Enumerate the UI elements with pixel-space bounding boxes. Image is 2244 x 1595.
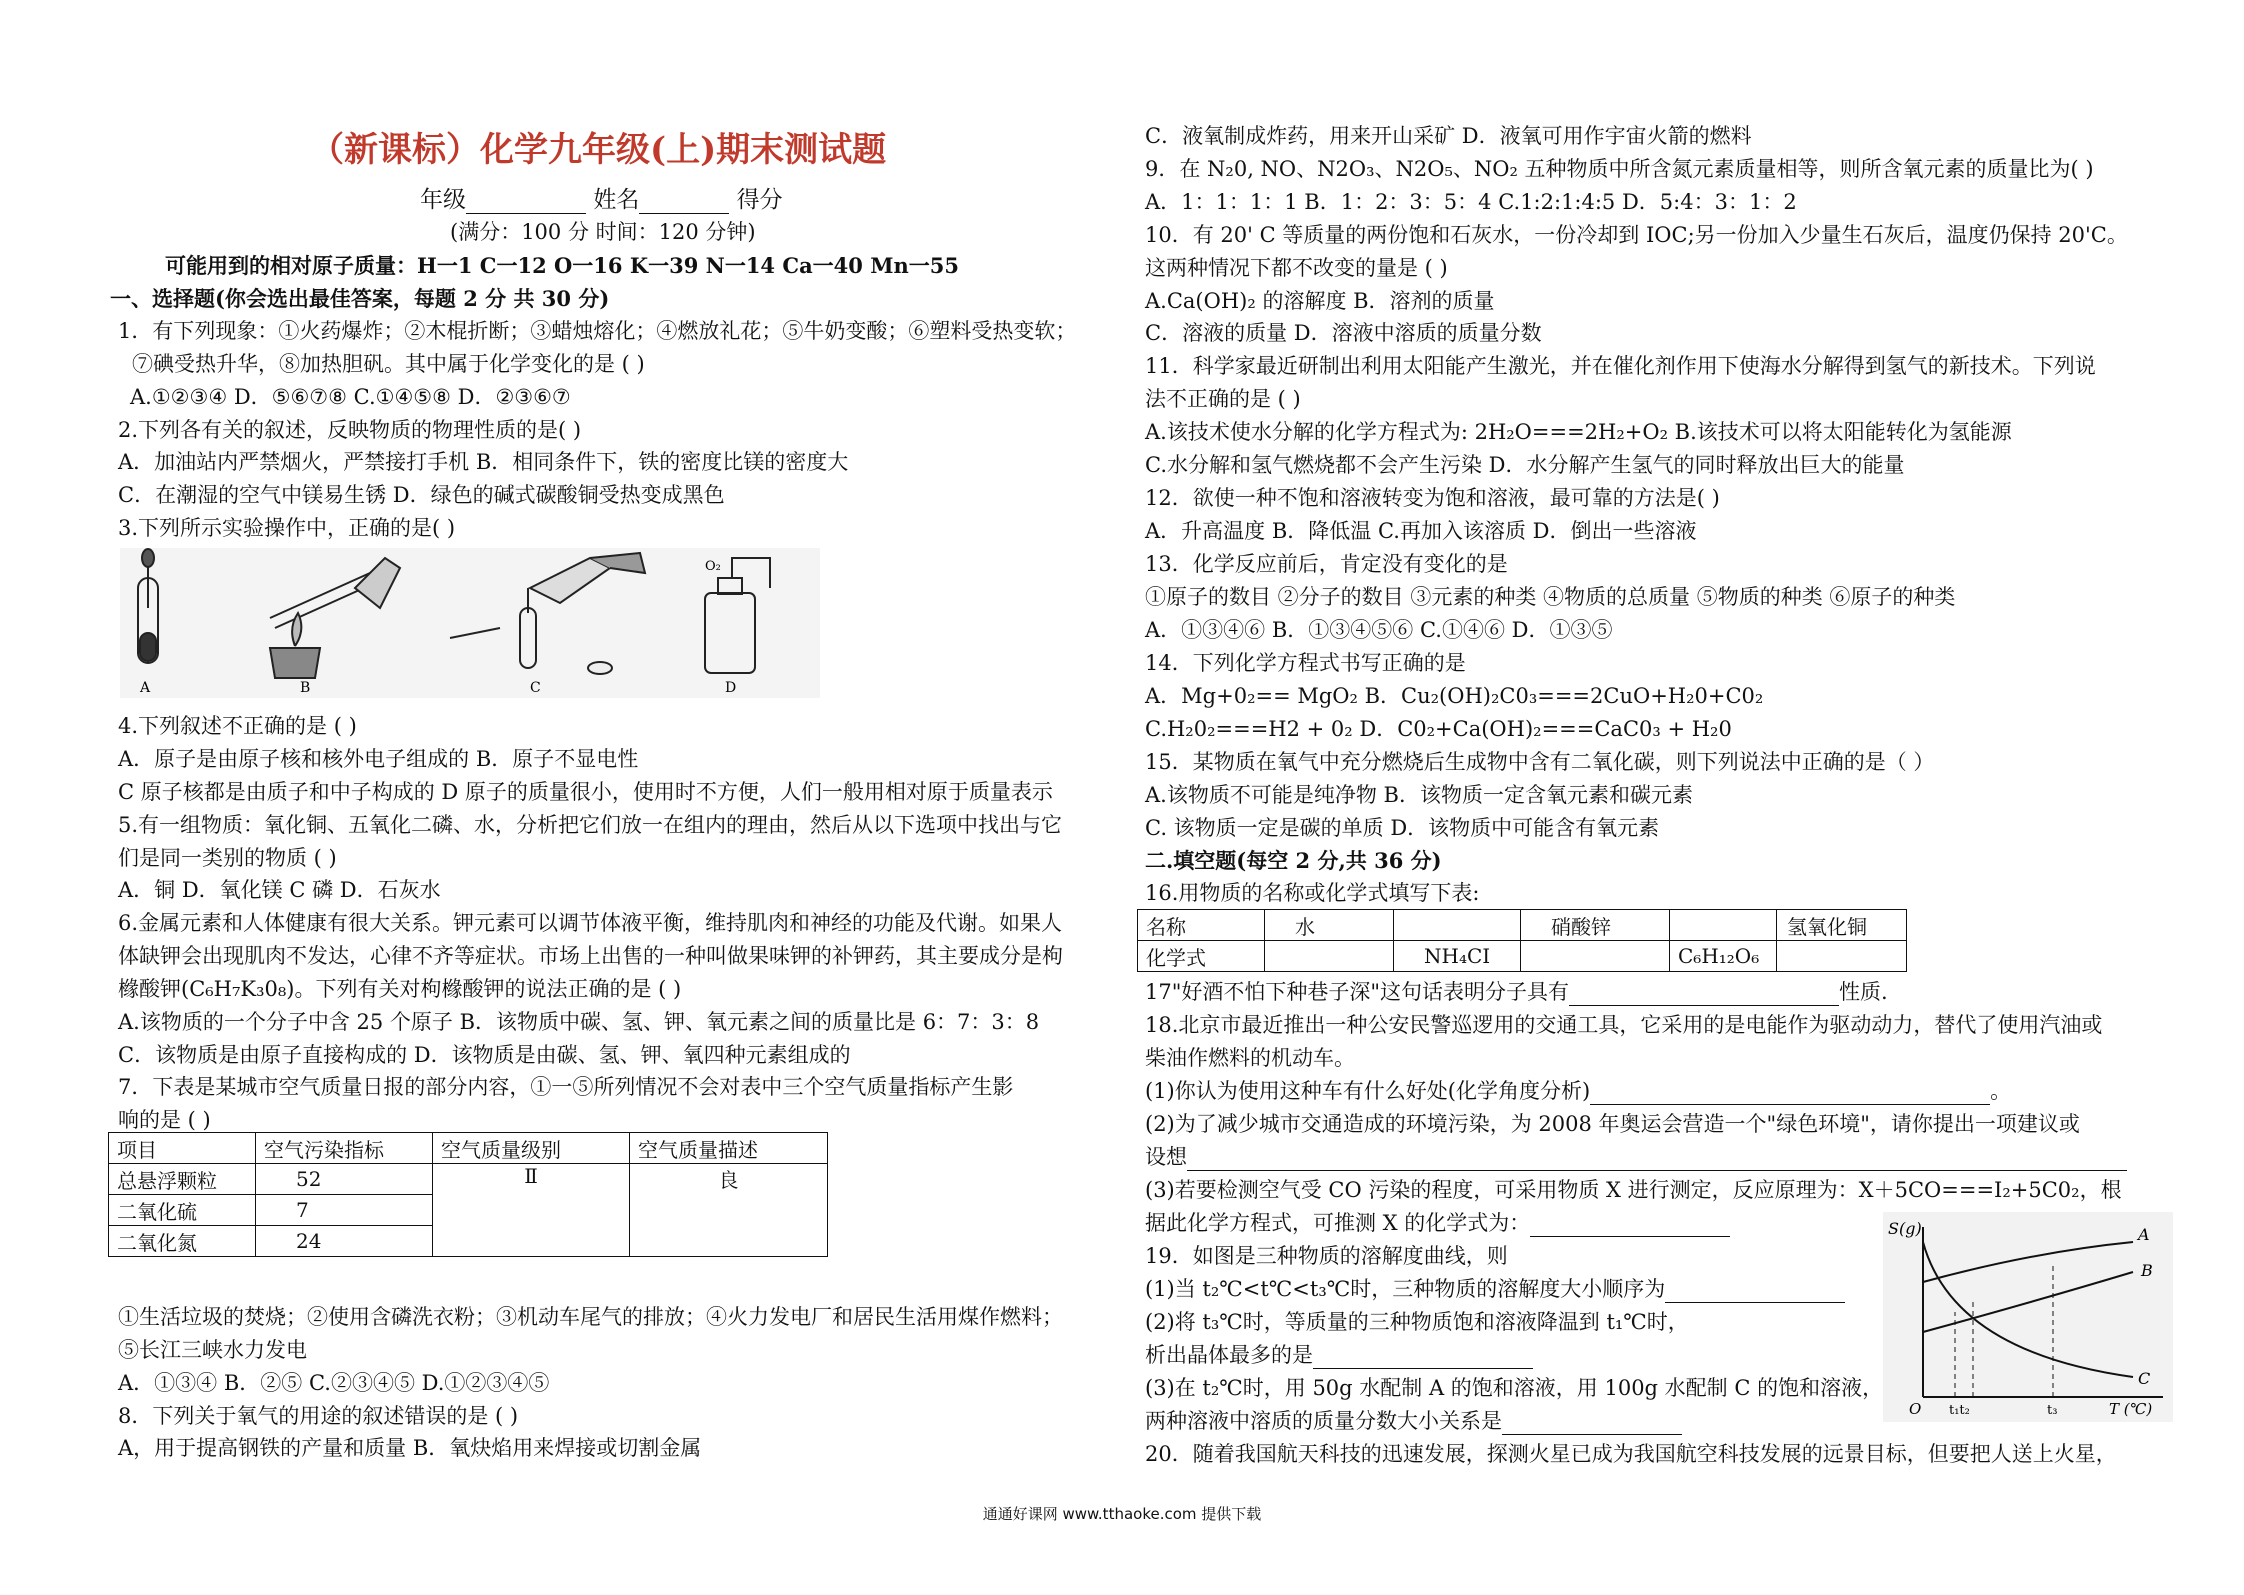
q6-line-a: 6.金属元素和人体健康有很大关系。钾元素可以调节体液平衡，维持肌肉和神经的功能及代谢。如果人 [118, 911, 1063, 935]
q19-part3-blank[interactable] [1502, 1412, 1682, 1435]
table-header-row [109, 1133, 828, 1164]
q13-options: A．①③④⑥ B．①③④⑤⑥ C.①④⑥ D．①③⑤ [1145, 618, 1613, 642]
q18-part2-blank[interactable] [1187, 1148, 2127, 1171]
q18-part2-label: 设想 [1145, 1145, 1187, 1169]
table-cell-blank[interactable] [1670, 910, 1777, 941]
table-cell: 化学式 [1138, 941, 1265, 972]
q19-part2-line [1145, 1341, 1533, 1369]
table-cell-blank[interactable] [1777, 941, 1907, 972]
q19-part1 [1145, 1275, 1845, 1303]
q6-options-cd: C．该物质是由原子直接构成的 D．该物质是由碳、氢、钾、氧四种元素组成的 [118, 1043, 851, 1067]
table-row [1138, 941, 1907, 972]
q5-line-b: 们是同一类别的物质 ( ) [118, 846, 337, 870]
exam-meta: (满分：100 分 时间：120 分钟) [450, 220, 756, 244]
q3-label-o2: O₂ [705, 559, 721, 574]
table-header-cell: 项目 [109, 1133, 256, 1164]
table-cell: 名称 [1138, 910, 1265, 941]
q11-options-cd: C.水分解和氢气燃烧都不会产生污染 D．水分解产生氢气的同时释放出巨大的能量 [1145, 453, 1905, 477]
table-row [1138, 910, 1907, 941]
q18-part3: (3)若要检测空气受 CO 污染的程度，可采用物质 X 进行测定，反应原理为：X＋5CO===I₂+5C0₂，根 [1145, 1178, 2122, 1202]
q20-stem: 20．随着我国航天科技的迅速发展，探测火星已成为我国航空科技发展的远景目标，但要把人送上火星， [1145, 1442, 2117, 1466]
q15-options-cd: C. 该物质一定是碳的单质 D．该物质中可能含有氧元素 [1145, 816, 1660, 840]
student-info-row [420, 186, 783, 214]
q18-part2-line [1145, 1143, 2127, 1171]
graph-origin: O [1909, 1400, 1922, 1418]
table-cell-blank[interactable] [1521, 941, 1670, 972]
q4-options-cd: C 原子核都是由质子和中子构成的 D 原子的质量很小，使用时不方便，人们一般用相对原于质量表示 [118, 780, 1053, 804]
q3-label-c: C [530, 680, 541, 696]
table-cell: 氢氧化铜 [1777, 910, 1907, 941]
q7-option-list-b: ⑤长江三峡水力发电 [118, 1338, 307, 1362]
q19-part1-text: (1)当 t₂℃<t℃<t₃℃时，三种物质的溶解度大小顺序为 [1145, 1277, 1666, 1301]
table-cell: 24 [256, 1226, 433, 1257]
q16-stem: 16.用物质的名称或化学式填写下表: [1145, 881, 1480, 905]
page-footer: 通通好课网 www.tthaoke.com 提供下载 [982, 1505, 1262, 1523]
q12-options: A．升高温度 B．降低温 C.再加入该溶质 D．倒出一些溶液 [1145, 519, 1697, 543]
q17-blank[interactable] [1569, 983, 1839, 1006]
q2-stem: 2.下列各有关的叙述，反映物质的物理性质的是( ) [118, 418, 582, 442]
table-header-cell: 空气污染指标 [256, 1133, 433, 1164]
q15-stem: 15．某物质在氧气中充分燃烧后生成物中含有二氧化碳，则下列说法中正确的是（ ） [1145, 750, 1935, 774]
q11-line-b: 法不正确的是 ( ) [1145, 387, 1301, 411]
q9-options: A．1：1：1：1 B．1：2：3：5：4 C.1:2:1:4:5 D．5:4：3：1：2 [1145, 190, 1797, 214]
q1-options: A.①②③④ D．⑤⑥⑦⑧ C.①④⑤⑧ D．②③⑥⑦ [130, 385, 571, 409]
q18-part3-line [1145, 1209, 1730, 1237]
table-cell-desc: 良 [630, 1164, 828, 1257]
q17-end: 性质. [1839, 980, 1888, 1004]
q10-line-b: 这两种情况下都不改变的量是 ( ) [1145, 256, 1448, 280]
q5-line-a: 5.有一组物质：氧化铜、五氧化二磷、水，分析把它们放一在组内的理由，然后从以下选项中找出与它 [118, 813, 1063, 837]
grade-blank[interactable] [466, 191, 586, 214]
q1-line-a: 1．有下列现象：①火药爆炸；②木棍折断；③蜡烛熔化；④燃放礼花；⑤牛奶变酸；⑥塑料受热变软； [118, 319, 1077, 343]
q18-part3-text: 据此化学方程式，可推测 X 的化学式为： [1145, 1211, 1531, 1235]
name-blank[interactable] [639, 191, 729, 214]
table-cell-blank[interactable] [1265, 941, 1394, 972]
q1-line-b: ⑦碘受热升华，⑧加热胆矾。其中属于化学变化的是 ( ) [132, 352, 645, 376]
q18-line-a: 18.北京市最近推出一种公安民警巡逻用的交通工具，它采用的是电能作为驱动动力，替代了使用汽油或 [1145, 1013, 2103, 1037]
table-cell: C₆H₁₂O₆ [1670, 941, 1777, 972]
q18-part3-blank[interactable] [1530, 1214, 1730, 1237]
atomic-masses: 可能用到的相对原子质量：H一1 C一12 O一16 K一39 N一14 Ca一40 Mn一55 [165, 253, 959, 278]
q2-options-ab: A．加油站内严禁烟火，严禁接打手机 B．相同条件下，铁的密度比镁的密度大 [118, 450, 849, 474]
q11-options-ab: A.该技术使水分解的化学方程式为: 2H₂O===2H₂+O₂ B.该技术可以将太阳能转化为氢能源 [1145, 420, 2012, 444]
graph-t1t2: t₁t₂ [1949, 1403, 1970, 1418]
q19-part2-text: 析出晶体最多的是 [1145, 1343, 1313, 1367]
table-cell: 52 [256, 1164, 433, 1195]
q17-text: 17"好酒不怕下种巷子深"这句话表明分子具有 [1145, 980, 1570, 1004]
q3-stem: 3.下列所示实验操作中，正确的是( ) [118, 516, 456, 540]
q19-stem: 19．如图是三种物质的溶解度曲线，则 [1145, 1244, 1508, 1268]
name-label: 姓名 [593, 187, 640, 213]
q16-fill-table [1137, 909, 1907, 972]
graph-label-a: A [2138, 1225, 2150, 1244]
q8-options-cd: C．液氧制成炸药，用来开山采矿 D．液氧可用作宇宙火箭的燃料 [1145, 124, 1752, 148]
score-label: 得分 [736, 187, 783, 213]
q19-part3: (3)在 t₂℃时，用 50g 水配制 A 的饱和溶液，用 100g 水配制 C 的饱和溶液， [1145, 1376, 1884, 1400]
q7-line-b: 响的是 ( ) [118, 1108, 211, 1132]
q6-line-c: 橼酸钾(C₆H₇K₃0₈)。下列有关对枸橼酸钾的说法正确的是 ( ) [118, 977, 682, 1001]
q7-option-list-a: ①生活垃圾的焚烧；②使用含磷洗衣粉；③机动车尾气的排放；④火力发电厂和居民生活用煤作燃料； [118, 1305, 1063, 1329]
table-header-cell: 空气质量级别 [433, 1133, 630, 1164]
graph-label-b: B [2141, 1261, 2153, 1280]
q18-part1-text: (1)你认为使用这种车有什么好处(化学角度分析) [1145, 1079, 1591, 1103]
table-cell: NH₄CI [1394, 941, 1521, 972]
table-header-cell: 空气质量描述 [630, 1133, 828, 1164]
graph-t3: t₃ [2047, 1403, 2058, 1418]
q9-stem: 9．在 N₂0, NO、N2O₃、N2O₅、NO₂ 五种物质中所含氮元素质量相等，则所含氧元素的质量比为( ) [1145, 157, 2094, 181]
table-cell: 7 [256, 1195, 433, 1226]
q10-options-ab: A.Ca(OH)₂ 的溶解度 B．溶剂的质量 [1145, 289, 1495, 313]
q19-part3-text: 两种溶液中溶质的质量分数大小关系是 [1145, 1409, 1502, 1433]
graph-label-c: C [2138, 1369, 2151, 1388]
table-cell-level: Ⅱ [433, 1164, 630, 1257]
grade-label: 年级 [420, 187, 466, 213]
q8-options-ab: A，用于提高钢铁的产量和质量 B．氧炔焰用来焊接或切割金属 [118, 1436, 702, 1460]
q11-line-a: 11．科学家最近研制出利用太阳能产生激光，并在催化剂作用下使海水分解得到氢气的新技术。下列说 [1145, 354, 2096, 378]
q3-label-b: B [300, 680, 311, 696]
graph-x-label: T (℃) [2109, 1400, 2153, 1418]
graph-y-label: S(g) [1888, 1219, 1922, 1238]
q6-line-b: 体缺钾会出现肌肉不发达，心律不齐等症状。市场上出售的一种叫做果味钾的补钾药，其主要成分是枸 [118, 944, 1063, 968]
table-cell: 总悬浮颗粒 [109, 1164, 256, 1195]
table-row [109, 1164, 828, 1195]
q7-air-quality-table [108, 1132, 828, 1257]
q6-options-ab: A.该物质的一个分子中含 25 个原子 B．该物质中碳、氢、钾、氧元素之间的质量比是 6：7：3：8 [118, 1010, 1040, 1034]
q12-stem: 12．欲使一种不饱和溶液转变为饱和溶液，最可靠的方法是( ) [1145, 486, 1720, 510]
q17-line [1145, 978, 1888, 1006]
q19-solubility-graph [1883, 1212, 2173, 1422]
q7-line-a: 7．下表是某城市空气质量日报的部分内容，①一⑤所列情况不会对表中三个空气质量指标产生影 [118, 1075, 1014, 1099]
q15-options-ab: A.该物质不可能是纯净物 B．该物质一定含氧元素和碳元素 [1145, 783, 1693, 807]
q7-options: A．①③④ B．②⑤ C.②③④⑤ D.①②③④⑤ [118, 1371, 550, 1395]
q19-part3-line [1145, 1407, 1682, 1435]
q13-stem: 13．化学反应前后，肯定没有变化的是 [1145, 552, 1508, 576]
q3-label-d: D [725, 680, 737, 696]
q19-part2: (2)将 t₃℃时，等质量的三种物质饱和溶液降温到 t₁℃时， [1145, 1310, 1689, 1334]
q14-stem: 14．下列化学方程式书写正确的是 [1145, 651, 1466, 675]
section-2-heading: 二.填空题(每空 2 分,共 36 分) [1145, 848, 1442, 873]
q19-part1-blank[interactable] [1665, 1280, 1845, 1303]
q18-part2: (2)为了减少城市交通造成的环境污染，为 2008 年奥运会营造一个"绿色环境"，请你提出一项建议或 [1145, 1112, 2080, 1136]
q3-label-a: A [140, 680, 151, 696]
q13-items: ①原子的数目 ②分子的数目 ③元素的种类 ④物质的总质量 ⑤物质的种类 ⑥原子的种类 [1145, 585, 1956, 609]
table-cell: 硝酸锌 [1521, 910, 1670, 941]
table-cell: 水 [1265, 910, 1394, 941]
table-cell: 二氧化硫 [109, 1195, 256, 1226]
page-title: （新课标）化学九年级(上)期末测试题 [310, 130, 887, 170]
q3-experiment-figure [120, 548, 820, 698]
q14-options-cd: C.H₂0₂===H2 + 0₂ D．C0₂+Ca(OH)₂===CaC0₃ + H₂0 [1145, 717, 1732, 741]
q10-options-cd: C．溶液的质量 D．溶液中溶质的质量分数 [1145, 321, 1542, 345]
q4-options-ab: A．原子是由原子核和核外电子组成的 B．原子不显电性 [118, 747, 639, 771]
q5-options: A．铜 D．氧化镁 C 磷 D．石灰水 [118, 878, 441, 902]
q18-line-b: 柴油作燃料的机动车。 [1145, 1046, 1355, 1070]
q18-part1 [1145, 1077, 2011, 1105]
section-1-heading: 一、选择题(你会选出最佳答案，每题 2 分 共 30 分) [110, 286, 610, 311]
q19-part2-blank[interactable] [1313, 1346, 1533, 1369]
q4-stem: 4.下列叙述不正确的是 ( ) [118, 714, 357, 738]
table-cell-blank[interactable] [1394, 910, 1521, 941]
q10-line-a: 10．有 20' C 等质量的两份饱和石灰水，一份冷却到 IOC;另一份加入少量生石灰后，温度仍保持 20'C。 [1145, 223, 2128, 247]
q18-part1-end: 。 [1990, 1079, 2012, 1103]
q8-stem: 8．下列关于氧气的用途的叙述错误的是 ( ) [118, 1404, 519, 1428]
q18-part1-blank[interactable] [1590, 1082, 1990, 1105]
table-cell: 二氧化氮 [109, 1226, 256, 1257]
q14-options-ab: A．Mg+0₂== MgO₂ B．Cu₂(OH)₂C0₃===2CuO+H₂0+C0₂ [1145, 684, 1764, 708]
q2-options-cd: C．在潮湿的空气中镁易生锈 D．绿色的碱式碳酸铜受热变成黑色 [118, 483, 725, 507]
